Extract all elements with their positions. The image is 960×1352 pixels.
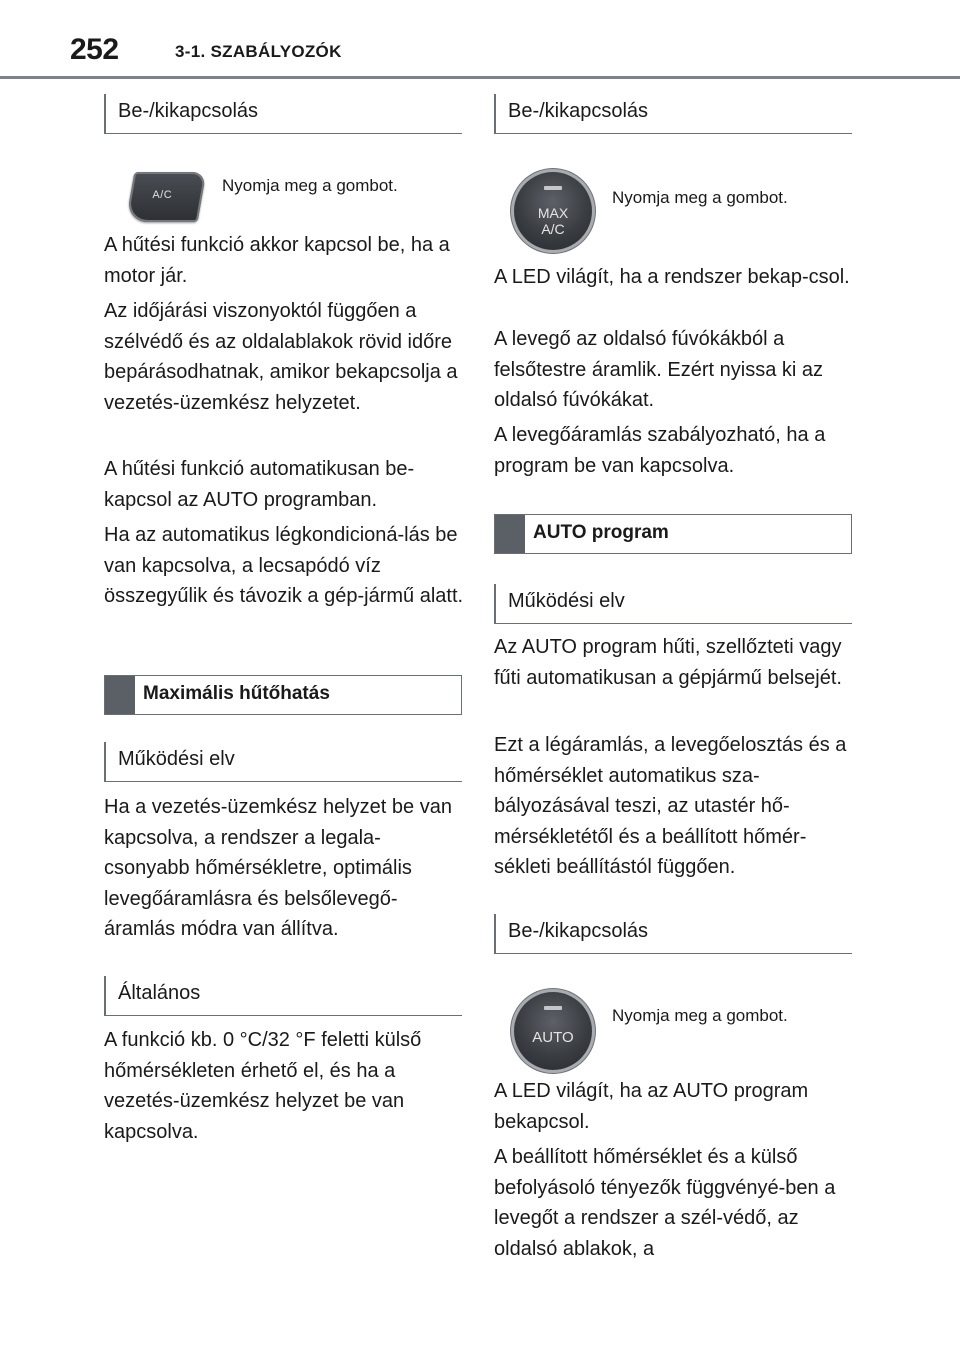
paragraph: Az AUTO program hűti, szellőzteti vagy fűti automatikusan a gépjármű belsejét. — [494, 636, 842, 689]
section-max-cooling — [104, 675, 462, 715]
paragraph: A beállított hőmérséklet és a külső befolyásoló tényezők függvényé-ben a levegőt a rendszer a szél-védő, az oldalsó ablakok, a — [494, 1146, 836, 1260]
ac-label: A/C — [541, 221, 565, 237]
subhead-label: Működési elv — [508, 590, 625, 612]
page-number: 252 — [70, 33, 119, 66]
subhead-general — [104, 976, 462, 1016]
auto-button-icon — [514, 992, 592, 1070]
ac-button-icon — [126, 172, 207, 222]
max-ac-button-icon — [514, 172, 592, 250]
paragraph: A hűtési funkció akkor kapcsol be, ha a motor jár. — [104, 234, 450, 287]
button-caption: Nyomja meg a gombot. — [612, 188, 788, 207]
paragraph: A LED világít, ha az AUTO program bekapcsol. — [494, 1080, 809, 1133]
subhead-label: Be-/kikapcsolás — [508, 100, 649, 122]
auto-label: AUTO — [532, 1029, 574, 1046]
button-caption: Nyomja meg a gombot. — [612, 1006, 788, 1025]
led-indicator-icon — [544, 186, 562, 190]
subhead-on-off-auto — [494, 914, 852, 954]
max-label: MAX — [537, 205, 569, 221]
led-indicator-icon — [544, 1006, 562, 1010]
subhead-on-off-right — [494, 94, 852, 134]
paragraph: A levegőáramlás szabályozható, ha a program be van kapcsolva. — [494, 424, 826, 477]
section-bar — [105, 676, 135, 714]
section-bar — [495, 515, 525, 553]
subhead-label: Be-/kikapcsolás — [508, 920, 649, 942]
paragraph: A funkció kb. 0 °C/32 °F feletti külső hőmérsékleten érhető el, és ha a vezetés-üzemkész helyzet be van kapcsolva. — [104, 1029, 422, 1143]
paragraph: A levegő az oldalsó fúvókákból a felsőtestre áramlik. Ezért nyissa ki az oldalsó fúvókákat. — [494, 328, 823, 411]
auto-button-row — [494, 988, 854, 1068]
section-title: Maximális hűtőhatás — [143, 683, 330, 704]
button-caption: Nyomja meg a gombot. — [222, 176, 398, 195]
paragraph: A LED világít, ha a rendszer bekap-csol. — [494, 266, 850, 288]
subhead-principle-right — [494, 584, 852, 624]
paragraph: A hűtési funkció automatikusan be-kapcsol az AUTO programban. — [104, 458, 415, 511]
subhead-principle-left — [104, 742, 462, 782]
subhead-label: Általános — [118, 982, 201, 1004]
section-title: AUTO program — [533, 522, 669, 543]
paragraph: Ha az automatikus légkondicioná-lás be van kapcsolva, a lecsapódó víz összegyűlik és távozik a gép-jármű alatt. — [104, 524, 464, 607]
max-ac-button-row — [494, 168, 854, 248]
paragraph: Ezt a légáramlás, a levegőelosztás és a hőmérséklet automatikus sza-bályozásával teszi, az utastér hő-mérsékletétől és a beállított hőmér-sékleti beállítástól függően. — [494, 734, 847, 878]
subhead-label: Működési elv — [118, 748, 235, 770]
chapter-title: 3-1. SZABÁLYOZÓK — [175, 42, 342, 61]
subhead-on-off-left — [104, 94, 462, 134]
section-auto-program — [494, 514, 852, 554]
header-divider — [0, 76, 960, 79]
subhead-label: Be-/kikapcsolás — [118, 100, 259, 122]
paragraph: Az időjárási viszonyoktól függően a szélvédő és az oldalablakok rövid időre bepárásodhatnak, amikor bekapcsolja a vezetés-üzemkész helyzetet. — [104, 300, 458, 414]
page-header — [0, 0, 960, 80]
ac-button-label: A/C — [152, 189, 173, 201]
paragraph: Ha a vezetés-üzemkész helyzet be van kapcsolva, a rendszer a legala-csonyabb hőmérsékletre, optimális levegőáramlásra és belsőlevegő-áramlás módra van állítva. — [104, 796, 452, 940]
